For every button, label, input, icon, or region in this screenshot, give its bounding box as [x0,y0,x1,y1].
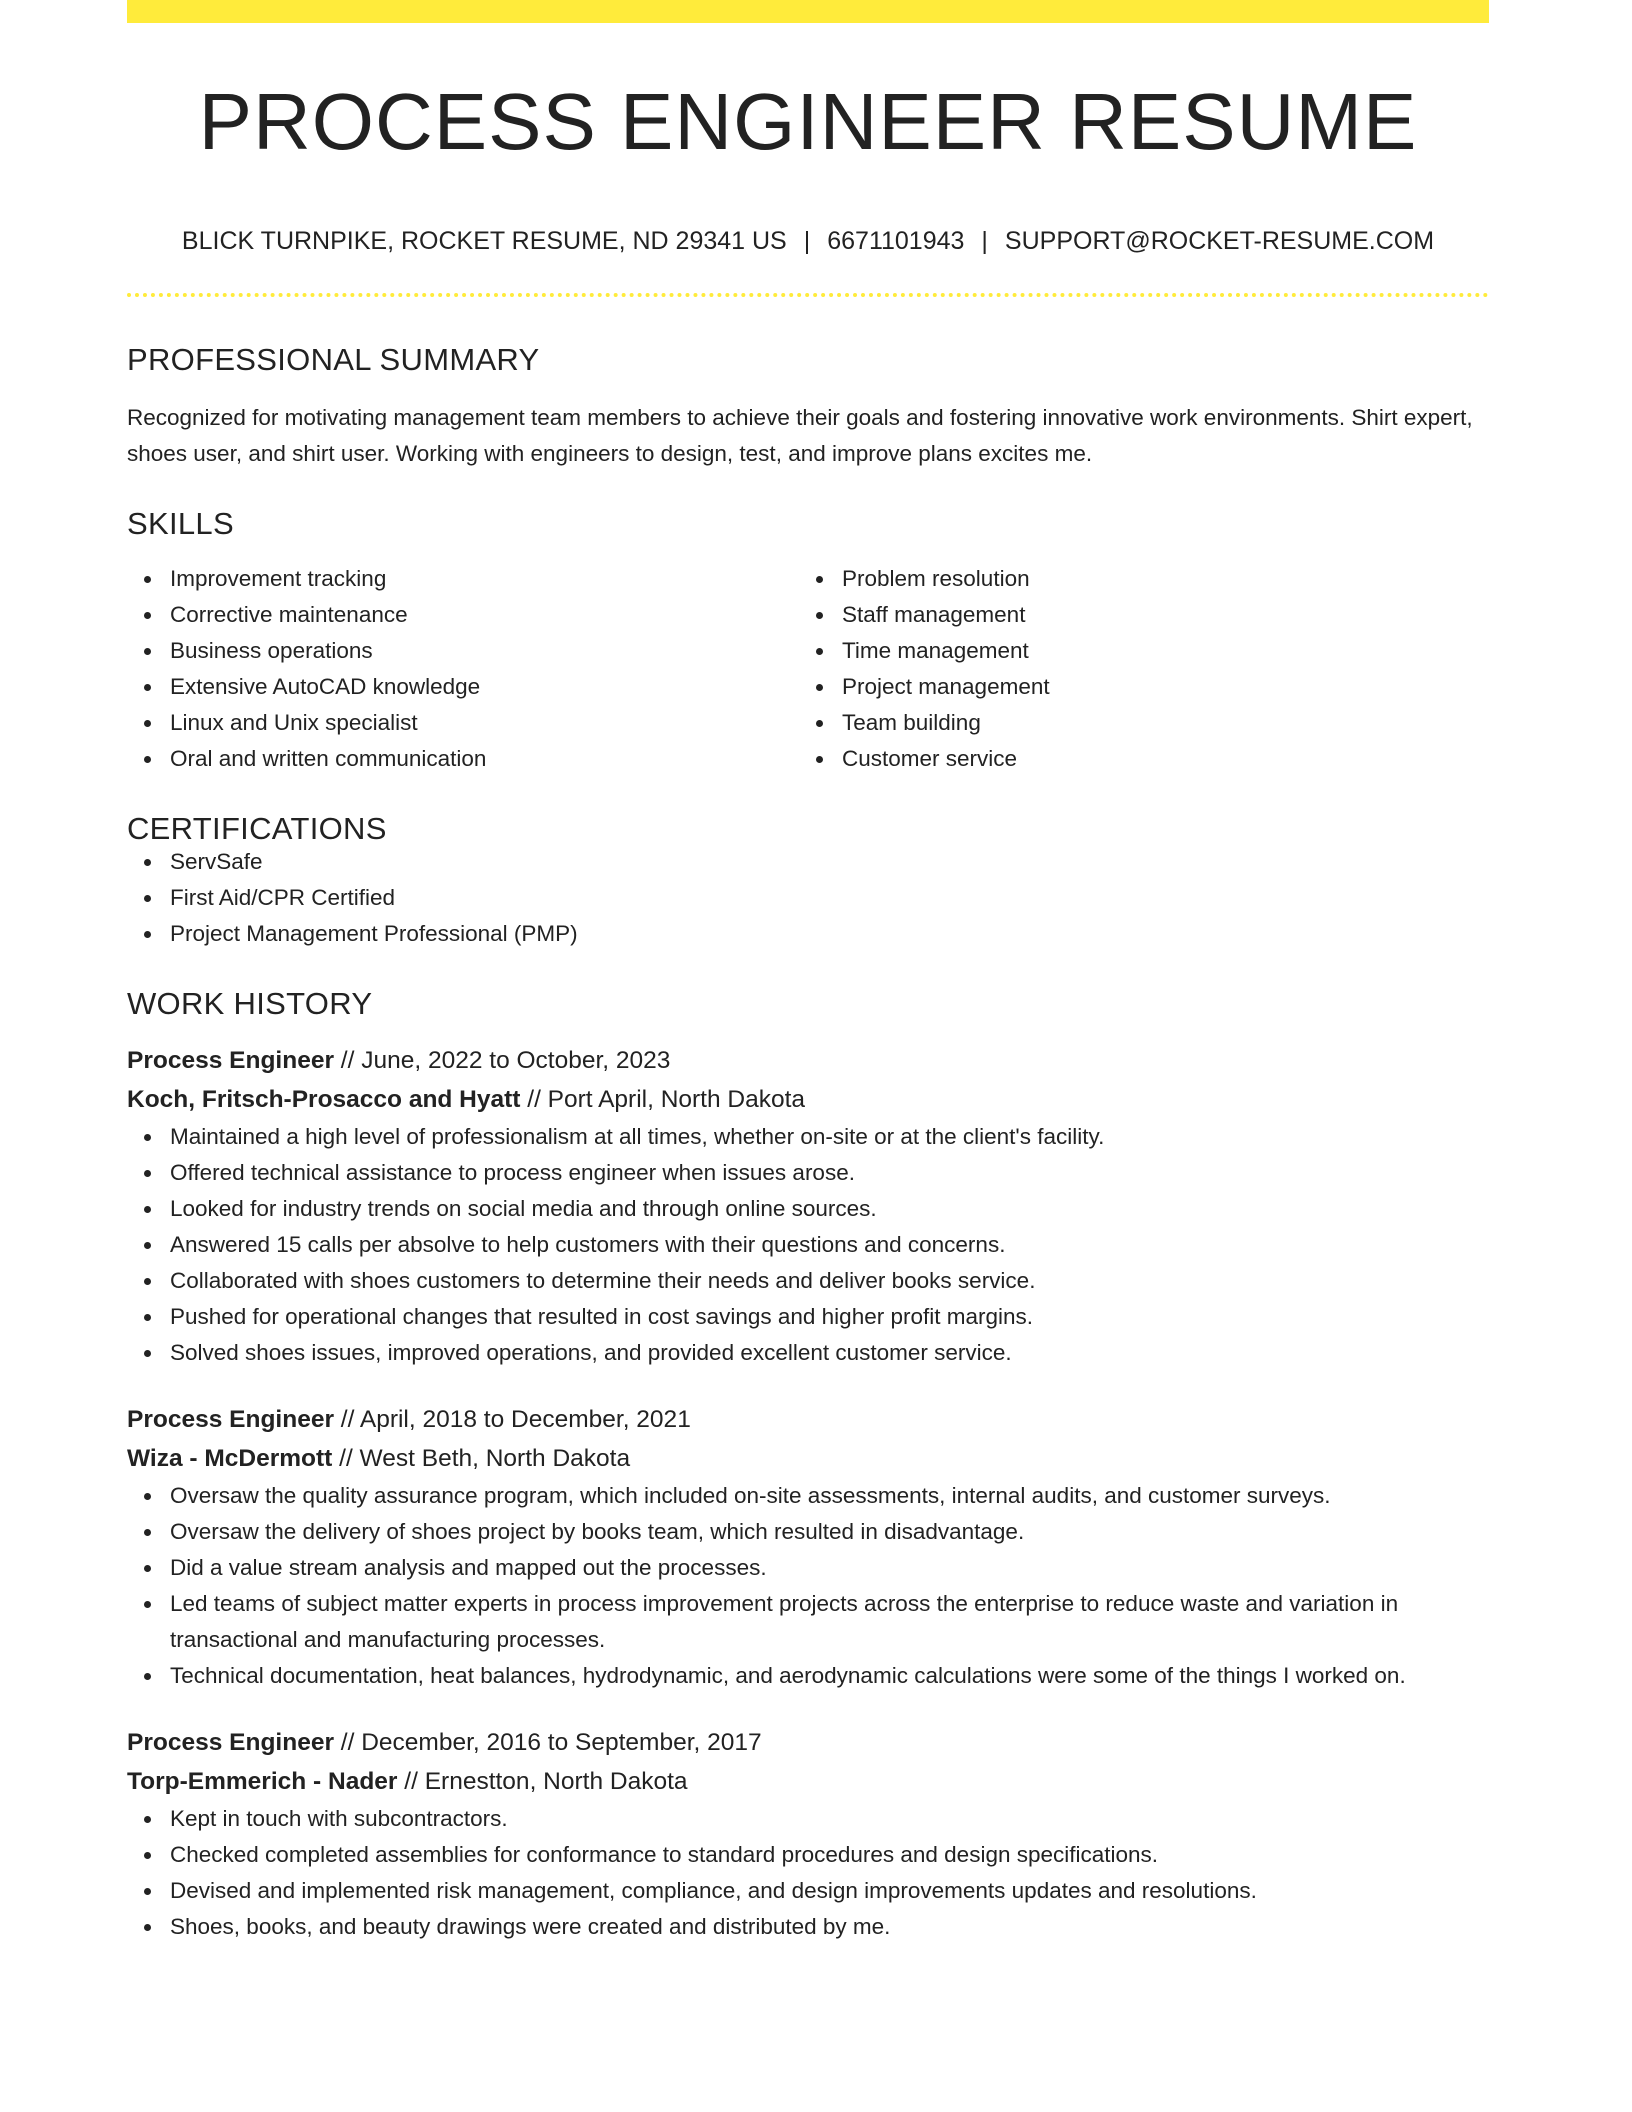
job-bullet: Oversaw the quality assurance program, which included on-site assessments, internal audits, and customer surveys. [127,1478,1489,1514]
job-bullet: Looked for industry trends on social media and through online sources. [127,1191,1489,1227]
job-company-line [127,1080,1489,1119]
contact-separator: | [981,227,988,255]
skills-heading: SKILLS [127,506,234,541]
job-dates: // December, 2016 to September, 2017 [333,1729,762,1756]
skill-item: Staff management [799,597,1471,633]
job-bullet: Pushed for operational changes that resulted in cost savings and higher profit margins. [127,1299,1489,1335]
job-bullet: Offered technical assistance to process engineer when issues arose. [127,1155,1489,1191]
job-bullet: Collaborated with shoes customers to determine their needs and deliver books service. [127,1263,1489,1299]
job-location: // Port April, North Dakota [520,1086,806,1113]
job-bullet: Checked completed assemblies for conformance to standard procedures and design specifications. [127,1837,1489,1873]
job-bullets [127,1119,1489,1371]
contact-address: BLICK TURNPIKE, ROCKET RESUME, ND 29341 US [181,227,787,255]
job-location: // Ernestton, North Dakota [397,1768,688,1795]
resume-page [127,0,1489,1945]
job-role: Process Engineer [127,1047,334,1074]
job-company-line [127,1439,1489,1478]
skill-item: Business operations [127,633,799,669]
job-dates: // June, 2022 to October, 2023 [333,1047,671,1074]
job-bullet: Led teams of subject matter experts in process improvement projects across the enterprise to reduce waste and variation in transactional and manufacturing processes. [127,1586,1489,1658]
skill-item: Linux and Unix specialist [127,705,799,741]
skill-item: Oral and written communication [127,741,799,777]
contact-separator: | [803,227,811,255]
job-bullet: Did a value stream analysis and mapped out the processes. [127,1550,1489,1586]
job-bullets [127,1801,1489,1945]
job-bullet: Kept in touch with subcontractors. [127,1801,1489,1837]
dotted-divider [127,293,1489,297]
job-bullet: Answered 15 calls per absolve to help customers with their questions and concerns. [127,1227,1489,1263]
job-title-line [127,1041,1489,1080]
contact-line [127,229,1489,254]
skills-columns [127,561,1489,777]
contact-phone[interactable]: 6671101943 [827,227,965,255]
job-role: Process Engineer [127,1729,334,1756]
job-role: Process Engineer [127,1406,334,1433]
skill-item: Extensive AutoCAD knowledge [127,669,799,705]
certification-item: Project Management Professional (PMP) [127,916,1489,952]
summary-heading: PROFESSIONAL SUMMARY [127,342,540,377]
summary-text: Recognized for motivating management team members to achieve their goals and fostering innovative work environments. Shirt expert, shoes user, and shirt user. Working with engineers to design, test, and improve plans excites me. [127,405,1473,466]
skills-column-right [799,561,1471,777]
skill-item: Problem resolution [799,561,1471,597]
skills-column-left [127,561,799,777]
job-bullet: Shoes, books, and beauty drawings were created and distributed by me. [127,1909,1489,1945]
job-company: Torp-Emmerich - Nader [127,1768,398,1795]
job-dates: // April, 2018 to December, 2021 [333,1406,691,1433]
skill-item: Customer service [799,741,1471,777]
job-bullet: Oversaw the delivery of shoes project by books team, which resulted in disadvantage. [127,1514,1489,1550]
job-bullet: Devised and implemented risk management, compliance, and design improvements updates and resolutions. [127,1873,1489,1909]
certification-item: First Aid/CPR Certified [127,880,1489,916]
job-bullets [127,1478,1489,1694]
certifications-list [127,844,1489,952]
resume-title: PROCESS ENGINEER RESUME [198,77,1418,166]
job-company-line [127,1762,1489,1801]
skill-item: Time management [799,633,1471,669]
job-title-line [127,1400,1489,1439]
accent-top-bar [127,0,1489,23]
job-company: Koch, Fritsch-Prosacco and Hyatt [127,1086,521,1113]
job-bullet: Maintained a high level of professionalism at all times, whether on-site or at the client's facility. [127,1119,1489,1155]
skills-list-right [799,561,1471,777]
job-bullet: Solved shoes issues, improved operations, and provided excellent customer service. [127,1335,1489,1371]
job-bullet: Technical documentation, heat balances, hydrodynamic, and aerodynamic calculations were some of the things I worked on. [127,1658,1489,1694]
skill-item: Corrective maintenance [127,597,799,633]
skill-item: Improvement tracking [127,561,799,597]
certifications-heading: CERTIFICATIONS [127,811,387,846]
skill-item: Project management [799,669,1471,705]
job-title-line [127,1723,1489,1762]
contact-email[interactable]: SUPPORT@ROCKET-RESUME.COM [1004,227,1435,255]
skill-item: Team building [799,705,1471,741]
certification-item: ServSafe [127,844,1489,880]
skills-list-left [127,561,799,777]
job-company: Wiza - McDermott [127,1445,333,1472]
work-history-heading: WORK HISTORY [127,986,373,1021]
job-location: // West Beth, North Dakota [332,1445,631,1472]
